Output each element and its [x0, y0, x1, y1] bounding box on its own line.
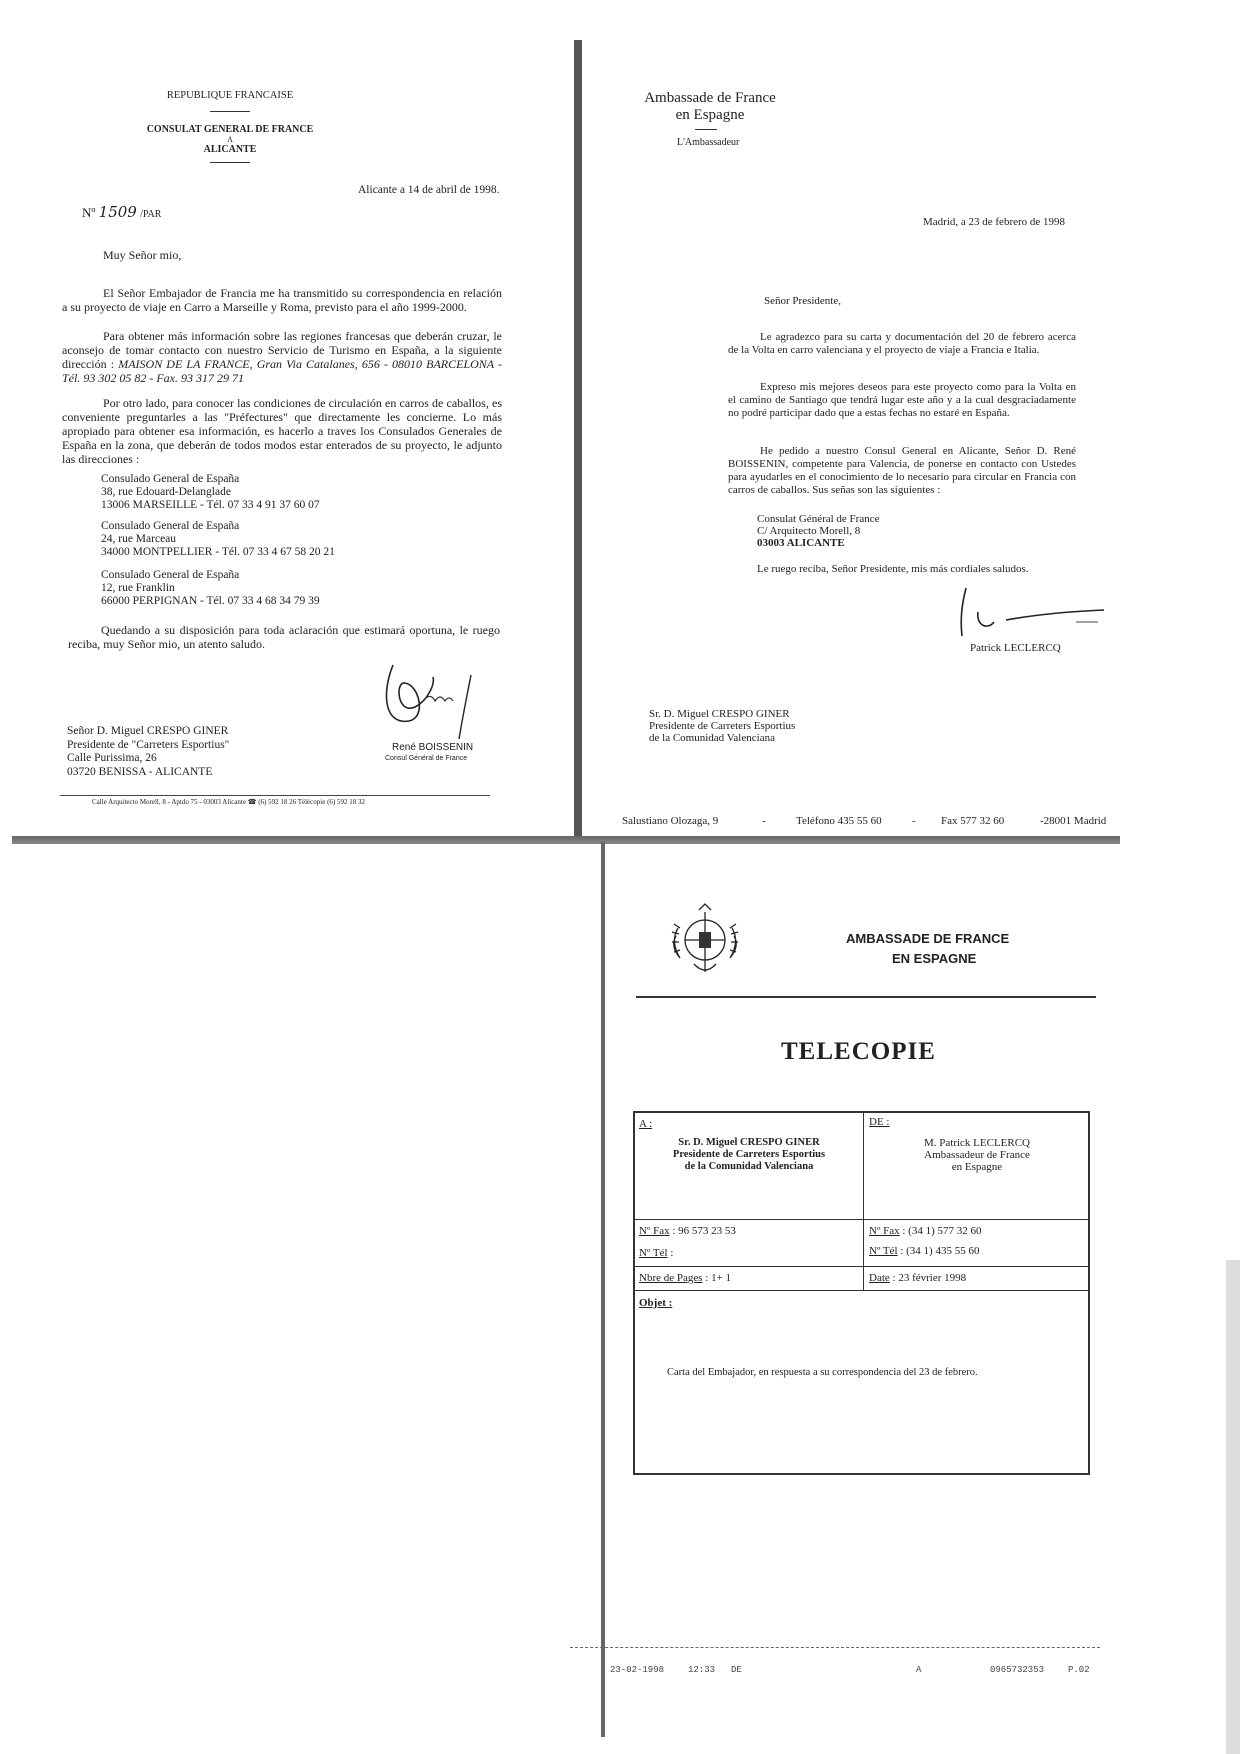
ambassador-title: L'Ambassadeur — [677, 137, 740, 148]
header-rule — [210, 111, 250, 112]
table-rule — [635, 1290, 1088, 1291]
embassy-header: Ambassade de France en Espagne — [644, 90, 776, 123]
from-phone-number: Nº Tél : (34 1) 435 55 60 — [869, 1245, 980, 1257]
footer-rule — [60, 795, 490, 796]
paragraph-1: El Señor Embajador de Francia me ha transmitido su correspondencia en relación a su proyecto de viaje en Carro a Marseille y Roma, previsto para el año 1999-2000. — [62, 286, 502, 314]
object-label: Objet : — [639, 1297, 673, 1309]
footer-dash: - — [912, 815, 916, 827]
scan-divider-horizontal — [12, 836, 1120, 844]
fax-footer-rule — [570, 1647, 1100, 1649]
from-fax-number: Nº Fax : (34 1) 577 32 60 — [869, 1225, 982, 1237]
consulate-a: A — [227, 135, 233, 144]
salutation: Señor Presidente, — [764, 295, 841, 307]
scan-divider-vertical — [574, 40, 582, 840]
consulate-address-2: Consulado General de España 24, rue Marceau 34000 MONTPELLIER - Tél. 07 33 4 67 58 20 21 — [101, 520, 335, 558]
signer-name: Patrick LECLERCQ — [970, 642, 1061, 654]
fax-footer-time: 12:33 — [688, 1665, 716, 1675]
consulate-city: ALICANTE — [203, 144, 257, 155]
recipient-address: Señor D. Miguel CRESPO GINER Presidente de "Carreters Esportius" Calle Purissima, 26 03720 BENISSA - ALICANTE — [67, 725, 230, 778]
scan-divider-vertical-lower — [601, 842, 605, 1737]
object-text: Carta del Embajador, en respuesta a su correspondencia del 23 de febrero. — [667, 1367, 978, 1378]
recipient-address: Sr. D. Miguel CRESPO GINER Presidente de Carreters Esportius de la Comunidad Valenciana — [649, 708, 796, 744]
to-recipient: Sr. D. Miguel CRESPO GINER Presidente de Carreters Esportius de la Comunidad Valenciana — [672, 1137, 826, 1172]
letter-footer: Calle Arquitecto Morell, 8 - Aptdo 75 - 03003 Alicante ☎ (6) 592 18 26 Télécopie (6) 592 18 32 — [92, 798, 365, 806]
to-fax-number: Nº Fax : 96 573 23 53 — [639, 1225, 736, 1237]
fax-footer-a: A — [916, 1665, 922, 1675]
table-divider — [863, 1219, 864, 1291]
to-label: A : — [639, 1118, 653, 1130]
fax-header-line2: EN ESPAGNE — [892, 951, 977, 966]
letter-date: Madrid, a 23 de febrero de 1998 — [923, 216, 1066, 228]
closing: Le ruego reciba, Señor Presidente, mis más cordiales saludos. — [757, 563, 1029, 575]
signer-title: Consul Général de France — [385, 755, 468, 762]
footer-phone: Teléfono 435 55 60 — [796, 815, 882, 827]
paragraph-2: Para obtener más información sobre las regiones francesas que deberán cruzar, le aconsejo de tomar contacto con nuestro Servicio de Turismo en España, a la siguiente dirección : MAISON DE LA FRANCE, Gran Via Catalanes, 656 - 08010 BARCELONA - Tél. 93 302 05 82 - Fax. 93 317 29 71 — [62, 329, 503, 385]
paragraph-3: Por otro lado, para conocer las condiciones de circulación en carros de caballos, es conveniente preguntarles a las "Préfectures" que directamente les concierne. Lo más apropiado para obtener esa información, es hacerlo a traves los Consulados Generales de España en la zona, que deberán de todos modos estar enterados de su proyecto, le adjunto las direcciones : — [62, 396, 502, 466]
letter-date: Alicante a 14 de abril de 1998. — [358, 184, 500, 196]
header-rule — [210, 162, 250, 163]
fax-details-table — [633, 1111, 1090, 1475]
paragraph-2: Expreso mis mejores deseos para este proyecto como para la Volta en el camino de Santiago que tendrá lugar este año y a la cual desgraciadamente no podré participar dado que a estas fechas no estaré en España. — [728, 381, 1076, 419]
embassy-emblem-logo — [666, 902, 744, 984]
header-rule — [695, 129, 717, 130]
table-rule — [635, 1266, 1088, 1267]
fax-footer-page: P.02 — [1068, 1665, 1090, 1675]
reference-number: Nº 1509 /PAR — [82, 203, 162, 221]
republic-header: REPUBLIQUE FRANCAISE — [166, 90, 294, 101]
closing-paragraph: Quedando a su disposición para toda aclaración que estimará oportuna, le ruego reciba, muy Señor mio, un atento saludo. — [68, 623, 500, 651]
scan-edge-shadow — [1226, 1260, 1240, 1754]
footer-fax: Fax 577 32 60 — [941, 815, 1005, 827]
from-sender: M. Patrick LECLERCQ Ambassadeur de France en Espagne — [923, 1137, 1031, 1173]
from-label: DE : — [869, 1116, 890, 1128]
fax-footer-date: 23-02-1998 — [610, 1665, 665, 1675]
fax-header-line1: AMBASSADE DE FRANCE — [846, 931, 1010, 946]
salutation: Muy Señor mio, — [103, 248, 182, 262]
consulate-name: CONSULAT GENERAL DE FRANCE — [146, 124, 314, 135]
signature-leclercq — [948, 582, 1108, 642]
page-count: Nbre de Pages : 1+ 1 — [639, 1272, 732, 1284]
signature-boissenin — [375, 655, 495, 745]
signer-name: René BOISSENIN — [392, 742, 474, 753]
paragraph-1: Le agradezco para su carta y documentación del 20 de febrero acerca de la Volta en carro valenciana y el proyecto de viaje a Francia e Italia. — [728, 331, 1076, 356]
footer-city: -28001 Madrid — [1040, 815, 1107, 827]
fax-footer-de: DE — [731, 1665, 742, 1675]
consulate-address-3: Consulado General de España 12, rue Franklin 66000 PERPIGNAN - Tél. 07 33 4 68 34 79 39 — [101, 569, 320, 607]
fax-footer-number: 0965732353 — [990, 1665, 1045, 1675]
to-phone-number: Nº Tél : — [639, 1247, 674, 1259]
consulate-address-1: Consulado General de España 38, rue Edouard-Delanglade 13006 MARSEILLE - Tél. 07 33 4 91 37 60 07 — [101, 473, 320, 511]
fax-title: TELECOPIE — [781, 1038, 936, 1065]
footer-dash: - — [762, 815, 766, 827]
footer-street: Salustiano Olozaga, 9 — [622, 815, 719, 827]
fax-date: Date : 23 février 1998 — [869, 1272, 967, 1284]
table-rule — [635, 1219, 1088, 1220]
paragraph-3: He pedido a nuestro Consul General en Alicante, Señor D. René BOISSENIN, competente para Valencia, de ponerse en contacto con Ustedes para ayudarles en el conocimiento de lo necesario para circular en Francia con carros de caballos. Sus señas son las siguientes : — [728, 445, 1076, 496]
consulate-address: Consulat Général de France C/ Arquitecto Morell, 8 03003 ALICANTE — [757, 513, 880, 549]
fax-header-rule — [636, 996, 1096, 998]
